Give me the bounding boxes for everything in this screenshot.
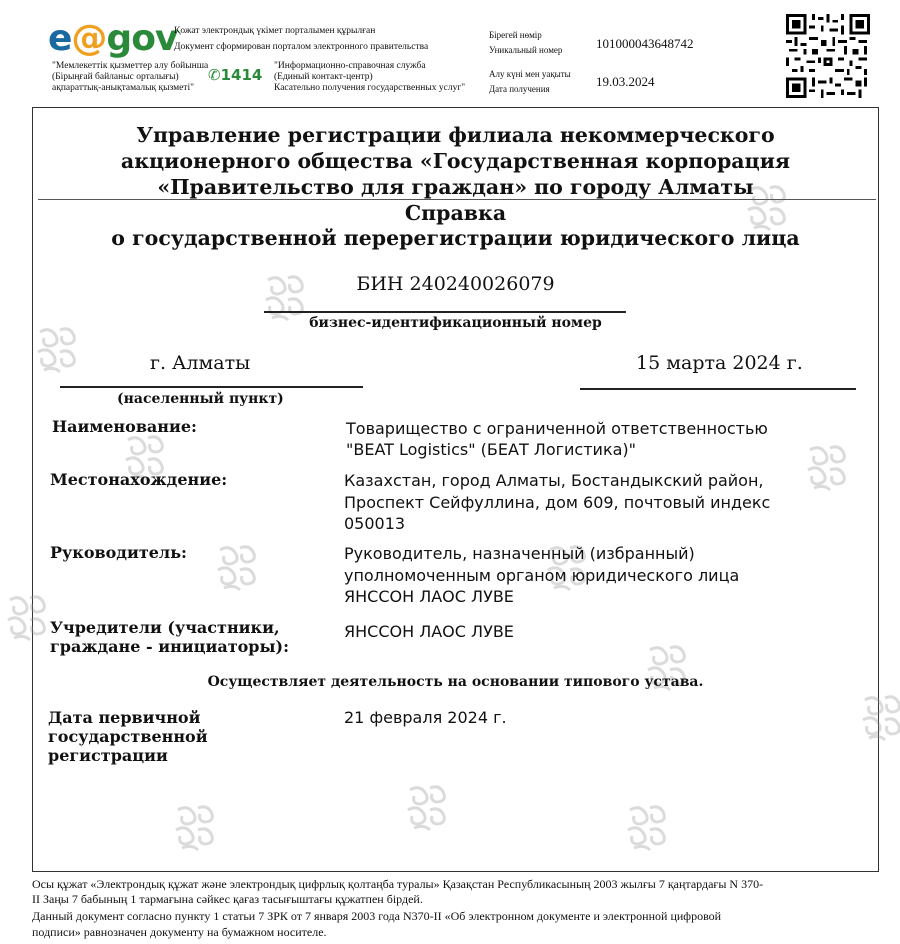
date-kz: Алу күні мен уақыты	[489, 69, 571, 79]
issuer-title-line2: акционерного общества «Государственная корпорация	[120, 149, 791, 173]
head-value-line3: ЯНССОН ЛАОС ЛУВЕ	[344, 587, 514, 606]
watermark-ornament-icon	[620, 800, 680, 860]
issuer-title-line1: Управление регистрации филиала некоммерческого	[136, 123, 775, 147]
watermark-ornament-icon	[168, 800, 228, 860]
unique-kz: Бірегей нөмір	[489, 30, 542, 40]
city-value: г. Алматы	[150, 352, 251, 374]
charter-note: Осуществляет деятельность на основании типового устава.	[207, 674, 704, 690]
primary-reg-value: 21 февраля 2024 г.	[344, 708, 507, 727]
head-value-line1: Руководитель, назначенный (избранный)	[344, 544, 695, 563]
name-label: Наименование:	[52, 417, 197, 436]
watermark-ornament-icon	[855, 690, 900, 750]
info-line1: "Информационно-справочная служба	[274, 61, 426, 71]
head-value-line2: уполномоченным органом юридического лица	[344, 566, 740, 585]
founders-value: ЯНССОН ЛАОС ЛУВЕ	[344, 622, 514, 641]
date-ru: Дата получения	[489, 84, 550, 94]
logo-at-icon: @	[71, 18, 107, 59]
info-line2: (Единый контакт-центр)	[274, 72, 373, 82]
location-value-line3: 050013	[344, 514, 406, 533]
city-label: (населенный пункт)	[117, 391, 284, 407]
location-value-line1: Казахстан, город Алматы, Бостандыкский район,	[344, 471, 764, 490]
bin-underline	[264, 311, 626, 313]
primary-reg-label-line2: государственной	[48, 727, 208, 746]
receipt-date: 19.03.2024	[596, 74, 655, 89]
watermark-ornament-icon	[210, 540, 270, 600]
date-underline	[580, 388, 856, 390]
certificate-subtitle: о государственной перерегистрации юридического лица	[111, 226, 800, 250]
footer-ru-line2: подписи» равнозначен документу на бумажном носителе.	[32, 925, 327, 939]
city-underline	[60, 386, 363, 388]
founders-label-line2: граждане - инициаторы):	[50, 637, 290, 656]
certificate-title: Справка	[404, 201, 507, 225]
location-label: Местонахождение:	[50, 470, 228, 489]
primary-reg-label-line3: регистрации	[48, 746, 168, 765]
gov-corp-line3: ақпараттық-анықтамалық қызметі"	[52, 83, 194, 93]
footer-kz-line2: II Заңы 7 бабының 1 тармағына сәйкес қағаз тасығыштағы құжатпен бірдей.	[32, 892, 423, 906]
issuer-title-line3: «Правительство для граждан» по городу Алматы	[157, 175, 754, 199]
footer-ru-line1: Данный документ согласно пункту 1 статьи 7 ЗРК от 7 января 2003 года N370-II «Об электронном документе и электронной цифровой	[32, 909, 722, 923]
info-line3: Касательно получения государственных услуг"	[274, 83, 466, 93]
bin-label: бизнес-идентификационный номер	[309, 315, 602, 331]
phone-number: ✆1414	[208, 66, 263, 84]
primary-reg-label-line1: Дата первичной	[48, 708, 201, 727]
watermark-ornament-icon	[640, 640, 700, 700]
name-value-line1: Товарищество с ограниченной ответственностью	[346, 419, 768, 438]
founders-label-line1: Учредители (участники,	[50, 618, 280, 637]
portal-kz: Қожат электрондық үкімет порталымен құрылған	[174, 26, 376, 36]
issue-date: 15 марта 2024 г.	[636, 352, 803, 374]
footer-kz-line1: Осы құжат «Электрондық құжат және электрондық цифрлық қолтаңба туралы» Қазақстан Республикасының 2003 жылғы 7 қаңтардағы N 370-	[32, 877, 764, 891]
unique-number: 101000043648742	[596, 36, 694, 51]
phone-icon: ✆	[208, 66, 221, 84]
gov-corp-line1: "Мемлекеттік қызметтер алу бойынша	[52, 61, 209, 71]
head-label: Руководитель:	[50, 543, 187, 562]
qr-code-icon	[786, 14, 870, 98]
egov-logo: e@gov	[48, 18, 178, 59]
portal-ru: Документ сформирован порталом электронного правительства	[174, 42, 429, 52]
watermark-ornament-icon	[400, 780, 460, 840]
watermark-ornament-icon	[30, 322, 90, 382]
name-value-line2: "BEAT Logistics" (БЕАТ Логистика)"	[346, 440, 637, 459]
watermark-ornament-icon	[800, 440, 860, 500]
gov-corp-line2: (Бірыңғай байланыс орталығы)	[52, 72, 179, 82]
location-value-line2: Проспект Сейфуллина, дом 609, почтовый индекс	[344, 493, 771, 512]
bin-value: БИН 240240026079	[356, 273, 555, 295]
unique-ru: Уникальный номер	[489, 45, 563, 55]
